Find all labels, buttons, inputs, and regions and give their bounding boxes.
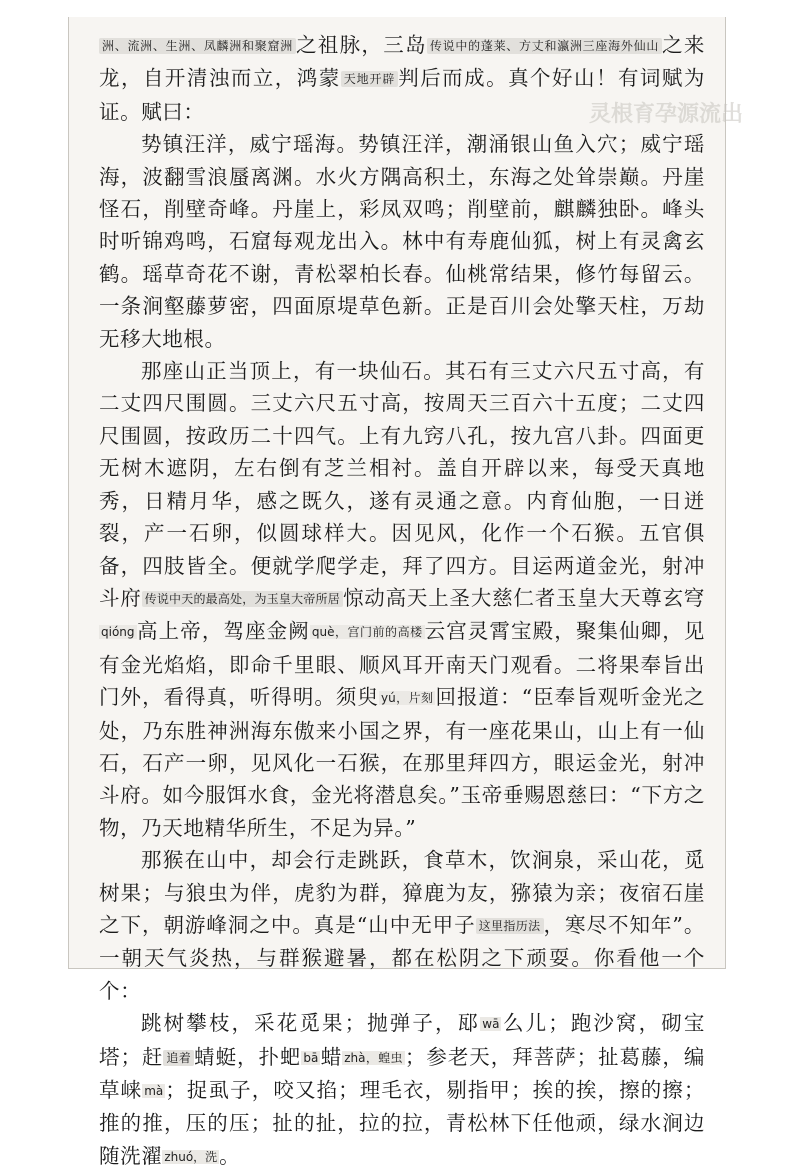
text-segment: 之来龙，自开清浊而立，鸿蒙 (99, 33, 705, 91)
annotation-gan: 追着 (163, 1050, 194, 1066)
text-segment: ；捉虱子，咬又掐；理毛衣，剔指甲；挨的挨，擦的擦；推的推，压的压；扯的扯，拉的拉，青松林下任他顽，绿水涧边随洗濯 (99, 1078, 706, 1168)
pinyin-qiong: qióng (101, 625, 135, 640)
text-segment: 那座山正当顶上，有一块仙石。其石有三丈六尺五寸高，有二丈四尺围圆。三丈六尺五寸高，按周天三百六十五度；二丈四尺围圆，按政历二十四气。上有九窍八孔，按九宫八卦。四面更无树木遮阴，左右倒有芝兰相衬。盖自开辟以来，每受天真地秀，日精月华，感之既久，遂有灵通之意。内育仙胞，一日迸裂，产一石卵，似圆球样大。因见风，化作一个石猴。五官俱备，四肢皆全。便就学爬学走，拜了四方。目运两道金光，射冲斗府 (99, 359, 705, 610)
annotation-que: què，宫门前的高楼 (311, 625, 423, 640)
bleed-through-heading: 灵根育孕源流出 (589, 102, 744, 127)
text-segment: 么儿；跑沙窝，砌宝塔；赶 (99, 1011, 706, 1069)
annotation-zhuo: zhuó，洗 (164, 1149, 218, 1164)
text-segment: 洲、流洲、生洲、凤麟洲和聚窟洲 (99, 38, 296, 54)
paragraph-opening (99, 29, 705, 128)
text-segment: 回报道：“臣奉旨观听金光之处，乃东胜神洲海东傲来小国之界，有一座花果山，山上有一仙石，石产一卵，见风化一石猴，在那里拜四方，眼运金光，射冲斗府。如今服饵水食，金光将潜息矣。”玉帝垂赐恩慈曰：“下方之物，乃天地精华所生，不足为异。” (99, 685, 705, 840)
book-page (68, 17, 744, 1168)
pinyin-ba: bā (303, 1050, 319, 1065)
text-segment: 蜡 (320, 1044, 343, 1069)
paragraph-monkey-life (99, 844, 705, 1007)
text-segment: 惊动高天上圣大慈仁者玉皇大天尊玄穹 (342, 585, 705, 610)
text-segment: ，寒尽不知年”。一朝天气炎热，与群猴避暑，都在松阴之下顽耍。你看他一个个： (99, 912, 705, 1003)
text-segment: ；参老天，拜菩萨；扯葛藤，编草崃 (99, 1044, 705, 1102)
text-segment: 判后而成。真个好山！有词赋为证。赋曰： (99, 66, 705, 124)
annotation-hongmeng: 天地开辟 (341, 71, 399, 87)
pinyin-wa: wā (482, 1017, 500, 1032)
paragraph-fu-poem (99, 128, 705, 355)
text-segment: 跳树攀枝，采花觅果；抛弹子，邷 (141, 1011, 481, 1036)
annotation-zha: zhà，蝗虫 (344, 1050, 403, 1065)
page-text (99, 29, 705, 1173)
text-segment: 云宫灵霄宝殿，聚集仙卿，见有金光焰焰，即命千里眼、顺风耳开南天门观看。二将果奉旨出门外，看得真，听得明。须臾 (99, 619, 705, 710)
text-segment: 之祖脉，三岛 (295, 33, 427, 57)
text-segment: 势镇汪洋，威宁瑶海。势镇汪洋，潮涌银山鱼入穴；威宁瑶海，波翻雪浪蜃离渊。水火方隅高积土，东海之处耸崇巅。丹崖怪石，削壁奇峰。丹崖上，彩凤双鸣；削壁前，麒麟独卧。峰头时听锦鸡鸣，石窟每观龙出入。林中有寿鹿仙狐，树上有灵禽玄鹤。瑶草奇花不谢，青松翠柏长春。仙桃常结果，修竹每留云。一条涧壑藤萝密，四面原堤草色新。正是百川会处擎天柱，万劫无移大地根。 (99, 132, 705, 351)
text-segment: 蜻蜓，扑蚆 (194, 1044, 302, 1069)
annotation-three-islands: 传说中的蓬莱、方丈和瀛洲三座海外仙山 (427, 38, 662, 54)
text-segment: 高上帝，驾座金阙 (136, 619, 310, 644)
paragraph-monkey-play (99, 1007, 705, 1173)
pinyin-ma: mà (144, 1084, 164, 1098)
paragraph-immortal-stone (99, 355, 705, 844)
text-segment: 。 (219, 1143, 241, 1168)
annotation-doufu: 传说中天的最高处，为玉皇大帝所居 (142, 591, 343, 607)
annotation-xuyu: yú，片刻 (381, 691, 434, 706)
annotation-jiazi: 这里指历法 (476, 918, 544, 934)
text-segment: 那猴在山中，却会行走跳跃，食草木，饮涧泉，采山花，觅树果；与狼虫为伴，虎豹为群，獐鹿为友，猕猿为亲；夜宿石崖之下，朝游峰洞之中。真是“山中无甲子 (99, 848, 705, 937)
